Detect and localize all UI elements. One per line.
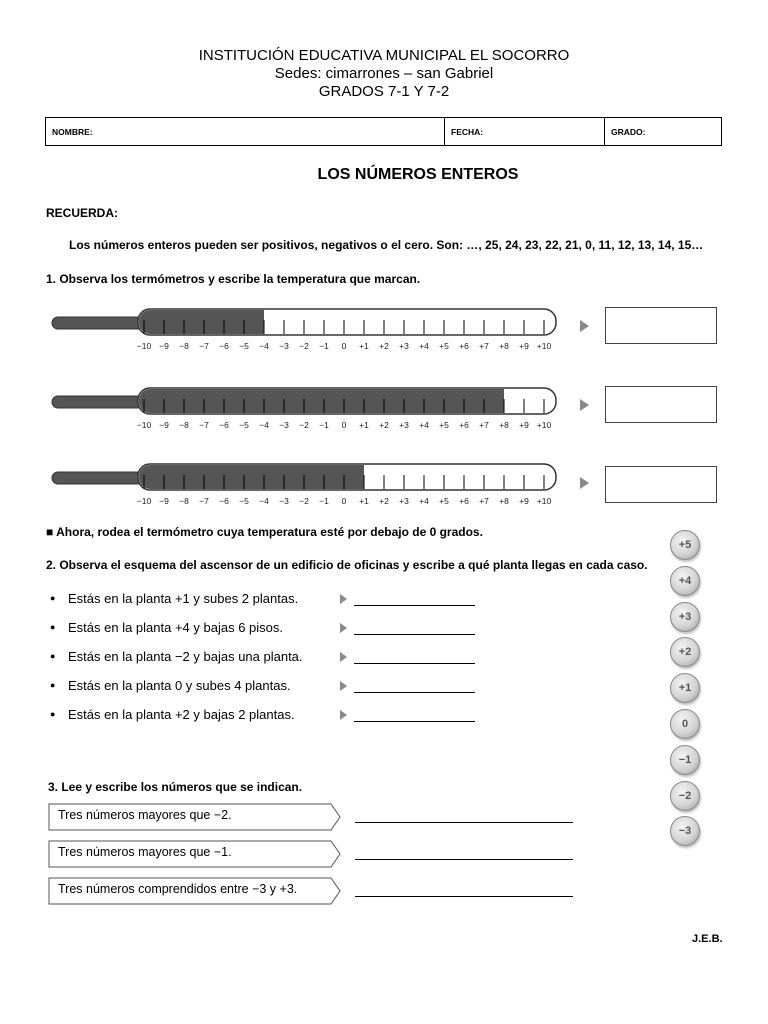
scale-tick-label: +8 xyxy=(499,496,509,506)
scale-tick-label: +3 xyxy=(399,496,409,506)
scale-tick-label: −5 xyxy=(239,420,249,430)
scale-tick-label: 0 xyxy=(341,420,347,430)
ex3-prompt xyxy=(48,840,348,868)
mercury-fill xyxy=(150,389,504,413)
scale-tick-label: 0 xyxy=(341,341,347,351)
scale-tick-label: +6 xyxy=(459,341,469,351)
recuerda-label: RECUERDA: xyxy=(46,206,118,220)
ex1-instruction: 1. Observa los termómetros y escribe la temperatura que marcan. xyxy=(46,272,421,286)
scale-tick-label: −6 xyxy=(219,341,229,351)
list-item xyxy=(50,620,480,640)
fecha-label: FECHA: xyxy=(451,127,484,137)
arrow-right-icon xyxy=(580,399,589,411)
ex2-answer-line[interactable] xyxy=(354,662,475,664)
thermometer-3-graphic xyxy=(50,460,570,515)
arrow-right-icon xyxy=(340,652,347,662)
scale-tick-label: +7 xyxy=(479,420,489,430)
scale-tick-label: −6 xyxy=(219,420,229,430)
scale-tick-label: +1 xyxy=(359,341,369,351)
bullet: ● xyxy=(50,622,56,632)
scale-tick-label: +2 xyxy=(379,420,389,430)
scale-tick-label: +3 xyxy=(399,341,409,351)
scale-tick-label: −10 xyxy=(136,341,152,351)
scale-tick-label: −8 xyxy=(179,496,189,506)
arrow-right-icon xyxy=(580,320,589,332)
thermometer-3-answer-box[interactable] xyxy=(605,466,717,503)
ex3-instruction: 3. Lee y escribe los números que se indican. xyxy=(48,780,303,794)
ex3-prompt-text: Tres números comprendidos entre −3 y +3. xyxy=(58,882,298,896)
grado-field[interactable] xyxy=(604,118,721,145)
ex2-answer-line[interactable] xyxy=(354,691,475,693)
arrow-right-icon xyxy=(340,594,347,604)
scale-tick-label: +9 xyxy=(519,341,529,351)
scale-tick-label: −2 xyxy=(299,496,309,506)
scale-tick-label: +5 xyxy=(439,420,449,430)
ex1-followup: ■ Ahora, rodea el termómetro cuya temperatura esté por debajo de 0 grados. xyxy=(46,525,483,539)
scale-tick-label: −10 xyxy=(136,496,152,506)
thermometer-1-answer-box[interactable] xyxy=(605,307,717,344)
scale-tick-label: −4 xyxy=(259,420,269,430)
scale-tick-label: −9 xyxy=(159,341,169,351)
scale-tick-label: +1 xyxy=(359,420,369,430)
scale-tick-label: +6 xyxy=(459,496,469,506)
ex2-item-text: Estás en la planta −2 y bajas una planta. xyxy=(68,649,303,664)
scale-tick-label: −5 xyxy=(239,496,249,506)
thermometer-2[interactable] xyxy=(50,384,570,439)
scale-tick-label: +2 xyxy=(379,496,389,506)
scale-tick-label: −3 xyxy=(279,420,289,430)
scale-tick-label: −1 xyxy=(319,420,329,430)
scale-tick-label: −10 xyxy=(136,420,152,430)
scale-tick-label: −6 xyxy=(219,496,229,506)
scale-tick-label: −4 xyxy=(259,496,269,506)
ex3-prompt-text: Tres números mayores que −1. xyxy=(58,845,232,859)
ex2-answer-line[interactable] xyxy=(354,720,475,722)
scale-tick-label: +7 xyxy=(479,496,489,506)
scale-tick-label: +5 xyxy=(439,341,449,351)
scale-tick-label: −3 xyxy=(279,341,289,351)
recuerda-text: Los números enteros pueden ser positivos, negativos o el cero. Son: …, 25, 24, 23, 22, 21, 0, 11, 12, 13, 14, 15… xyxy=(69,238,704,252)
scale-tick-label: +10 xyxy=(536,496,552,506)
scale-tick-label: +4 xyxy=(419,341,429,351)
scale-tick-label: +9 xyxy=(519,496,529,506)
scale-tick-label: −7 xyxy=(199,341,209,351)
thermometer-bulb xyxy=(52,317,144,329)
scale-tick-label: +5 xyxy=(439,496,449,506)
list-item xyxy=(50,678,480,698)
list-item xyxy=(50,591,480,611)
scale-tick-label: −4 xyxy=(259,341,269,351)
ex2-item-text: Estás en la planta 0 y subes 4 plantas. xyxy=(68,678,291,693)
elevator-floor-button[interactable]: +3 xyxy=(670,602,700,632)
scale-tick-label: +9 xyxy=(519,420,529,430)
arrow-right-icon xyxy=(340,710,347,720)
bullet: ● xyxy=(50,709,56,719)
signature: J.E.B. xyxy=(692,933,723,945)
scale-tick-label: +6 xyxy=(459,420,469,430)
elevator-floor-button[interactable]: +1 xyxy=(670,673,700,703)
fecha-field[interactable] xyxy=(444,118,604,145)
ex3-prompt xyxy=(48,803,348,831)
nombre-label: NOMBRE: xyxy=(52,127,93,137)
scale-tick-label: −2 xyxy=(299,420,309,430)
arrow-right-icon xyxy=(580,477,589,489)
thermometer-bulb xyxy=(52,396,144,408)
institution-name: INSTITUCIÓN EDUCATIVA MUNICIPAL EL SOCORRO xyxy=(198,47,570,64)
thermometer-1-graphic xyxy=(50,305,570,360)
scale-tick-label: −5 xyxy=(239,341,249,351)
scale-tick-label: 0 xyxy=(341,496,347,506)
arrow-right-icon xyxy=(340,623,347,633)
scale-tick-label: −8 xyxy=(179,420,189,430)
nombre-field[interactable] xyxy=(46,118,444,145)
bullet: ● xyxy=(50,680,56,690)
grado-label: GRADO: xyxy=(611,127,646,137)
bullet: ● xyxy=(50,651,56,661)
scale-tick-label: −3 xyxy=(279,496,289,506)
ex2-answer-line[interactable] xyxy=(354,604,475,606)
elevator-floor-button[interactable]: +4 xyxy=(670,566,700,596)
page-title: LOS NÚMEROS ENTEROS xyxy=(317,166,519,183)
scale-tick-label: +10 xyxy=(536,420,552,430)
student-info-box xyxy=(45,117,722,146)
ex2-answer-line[interactable] xyxy=(354,633,475,635)
list-item xyxy=(50,649,480,669)
scale-tick-label: +7 xyxy=(479,341,489,351)
scale-tick-label: +4 xyxy=(419,420,429,430)
scale-tick-label: +8 xyxy=(499,420,509,430)
scale-tick-label: +8 xyxy=(499,341,509,351)
scale-tick-label: +1 xyxy=(359,496,369,506)
scale-tick-label: −9 xyxy=(159,420,169,430)
scale-tick-label: −2 xyxy=(299,341,309,351)
elevator-floor-button[interactable]: +2 xyxy=(670,637,700,667)
ex2-item-text: Estás en la planta +4 y bajas 6 pisos. xyxy=(68,620,283,635)
scale-tick-label: −7 xyxy=(199,420,209,430)
scale-tick-label: −8 xyxy=(179,341,189,351)
elevator-floor-button[interactable]: +5 xyxy=(670,530,700,560)
mercury-fill xyxy=(150,310,264,334)
scale-tick-label: −7 xyxy=(199,496,209,506)
mercury-fill xyxy=(150,465,364,489)
thermometer-1[interactable] xyxy=(50,305,570,360)
scale-tick-label: −9 xyxy=(159,496,169,506)
ex2-item-text: Estás en la planta +2 y bajas 2 plantas. xyxy=(68,707,295,722)
scale-tick-label: −1 xyxy=(319,496,329,506)
thermometer-bulb xyxy=(52,472,144,484)
ex2-instruction: 2. Observa el esquema del ascensor de un edificio de oficinas y escribe a qué planta llegas en cada caso. xyxy=(46,558,648,572)
scale-tick-label: +3 xyxy=(399,420,409,430)
grados-line: GRADOS 7-1 Y 7-2 xyxy=(318,83,450,100)
list-item xyxy=(50,707,480,727)
arrow-right-icon xyxy=(340,681,347,691)
elevator-floor-button[interactable]: −1 xyxy=(670,745,700,775)
ex3-answer-line[interactable] xyxy=(355,821,573,823)
ex2-item-text: Estás en la planta +1 y subes 2 plantas. xyxy=(68,591,299,606)
bullet: ● xyxy=(50,593,56,603)
thermometer-3[interactable] xyxy=(50,460,570,515)
elevator-floor-button[interactable]: −2 xyxy=(670,781,700,811)
scale-tick-label: +2 xyxy=(379,341,389,351)
sedes-line: Sedes: cimarrones – san Gabriel xyxy=(274,65,494,82)
scale-tick-label: +10 xyxy=(536,341,552,351)
thermometer-2-graphic xyxy=(50,384,570,439)
scale-tick-label: −1 xyxy=(319,341,329,351)
ex3-answer-line[interactable] xyxy=(355,895,573,897)
elevator-floor-button[interactable]: −3 xyxy=(670,816,700,846)
ex3-answer-line[interactable] xyxy=(355,858,573,860)
ex3-prompt xyxy=(48,877,348,905)
thermometer-2-answer-box[interactable] xyxy=(605,386,717,423)
scale-tick-label: +4 xyxy=(419,496,429,506)
elevator-floor-button[interactable]: 0 xyxy=(670,709,700,739)
ex3-prompt-text: Tres números mayores que −2. xyxy=(58,808,232,822)
